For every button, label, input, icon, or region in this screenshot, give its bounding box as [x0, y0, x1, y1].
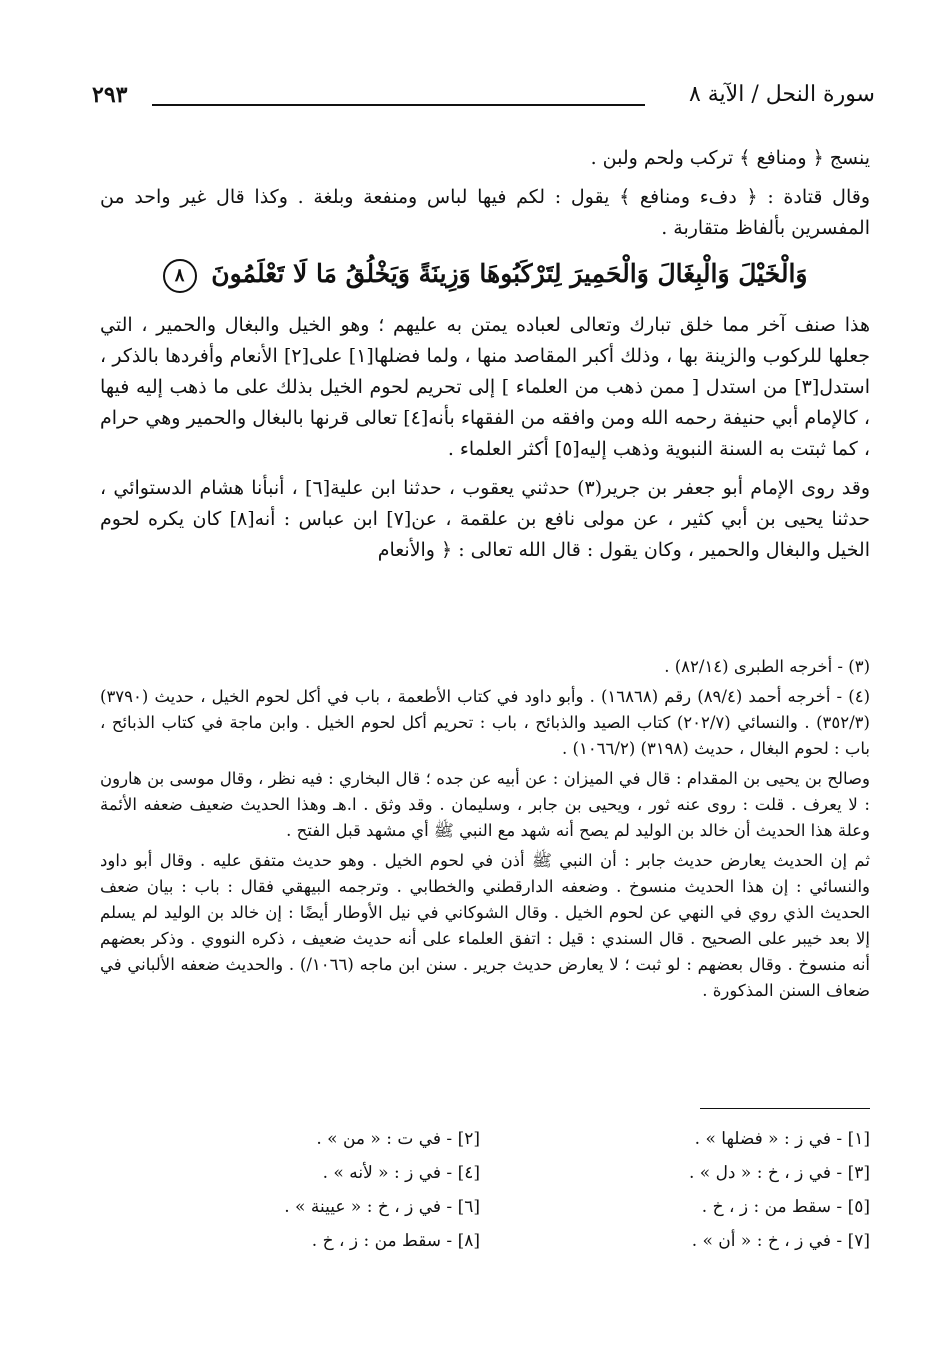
- variant-note: [٥] - سقط من : ز ، خ .: [701, 1197, 870, 1217]
- header-rule: [152, 104, 645, 106]
- variant-note: [٧] - في ز ، خ : « أن » .: [691, 1231, 870, 1251]
- footnote: (٣) - أخرجه الطبرى (٨٢/١٤) .: [664, 657, 870, 676]
- paragraph: وقد روى الإمام أبو جعفر بن جرير(٣) حدثني يعقوب ، حدثنا ابن علية[٦] ، أنبأنا هشام الدستوائي ، حدثنا يحيى بن أبي كثير ، عن مولى نافع بن علقمة ، عن[٧] ابن عباس : أنه[٨] كان يكره لحوم الخيل والبغال والحمير ، وكان يقول : قال الله تعالى : ﴿ والأنعام: [100, 477, 870, 561]
- variant-note: [١] - في ز : « فضلها » .: [694, 1129, 870, 1149]
- paragraph: ينسج ﴿ ومنافع ﴾ تركب ولحم ولبن .: [590, 147, 870, 169]
- running-title: سورة النحل / الآية ٨: [688, 82, 875, 107]
- page-number: ٢٩٣: [92, 82, 128, 108]
- footnote: وصالح بن يحيى بن المقدام : قال في الميزان : عن أبيه عن جده ؛ قال البخاري : فيه نظر ، وقال موسى بن هارون : لا يعرف . قلت : روى عنه ثور ، ويحيى بن جابر ، وسليمان . وقد وثق . ا.هـ وهذا الحديث ضعيف ضعفه الأئمة وعلة هذا الحديث أن خالد بن الوليد لم يصح أنه شهد مع النبي ﷺ أي مشهد قبل الفتح .: [100, 769, 870, 840]
- variant-note: [٨] - سقط من : ز ، خ .: [311, 1231, 480, 1251]
- variant-note: [٦] - في ز ، خ : « عيينة » .: [284, 1197, 480, 1217]
- page-header: [92, 82, 875, 122]
- manuscript-variants: [150, 1125, 870, 1255]
- main-text: [100, 143, 870, 574]
- variant-note: [٣] - في ز ، خ : « دل » .: [688, 1163, 870, 1183]
- paragraph: هذا صنف آخر مما خلق تبارك وتعالى لعباده يمتن به عليهم ؛ وهو الخيل والبغال والحمير ، التي جعلها للركوب والزينة بها ، وذلك أكبر المقاصد منها ، ولما فضلها[١] على[٢] الأنعام وأفردها بالذكر ، استدل[٣] من استدل [ ممن ذهب من العلماء ] إلى تحريم لحوم الخيل بذلك على ما ذهب إليه فيها ، كالإمام أبي حنيفة رحمه الله ومن وافقه من الفقهاء بأنه[٤] تعالى قرنها بالبغال والحمير وهي حرام ، كما ثبتت به السنة النبوية وذهب إليه[٥] أكثر العلماء .: [100, 314, 870, 460]
- verse-text: وَالْخَيْلَ وَالْبِغَالَ وَالْحَمِيرَ لِتَرْكَبُوهَا وَزِينَةً وَيَخْلُقُ مَا لَا تَعْلَمُونَ: [211, 259, 808, 288]
- quran-verse: [100, 252, 870, 296]
- verse-number-badge: ٨: [163, 259, 197, 293]
- footnote: (٤) - أخرجه أحمد (٨٩/٤) رقم (١٦٨٦٨) . وأبو داود في كتاب الأطعمة ، باب في أكل لحوم الخيل ، حديث (٣٧٩٠) (٣٥٢/٣) . والنسائي (٢٠٢/٧) كتاب الصيد والذبائح ، باب : تحريم أكل لحوم الخيل . وابن ماجة في كتاب الذبائح ، باب : لحوم البغال ، حديث (٣١٩٨) (١٠٦٦/٢) .: [100, 687, 871, 758]
- paragraph: وقال قتادة : ﴿ دفء ومنافع ﴾ يقول : لكم فيها لباس ومنفعة وبلغة . وكذا قال غير واحد من المفسرين بألفاظ متقاربة .: [100, 186, 870, 239]
- variant-note: [٤] - في ز : « لأنه » .: [322, 1163, 480, 1183]
- variant-note: [٢] - في ت : « من » .: [316, 1129, 480, 1149]
- footnote-divider: [700, 1108, 870, 1109]
- footnote: ثم إن الحديث يعارض حديث جابر : أن النبي ﷺ أذن في لحوم الخيل . وهو حديث متفق عليه . وقال أبو داود والنسائي : إن هذا الحديث منسوخ . وضعفه الدارقطني والخطابي . وترجمه البيهقي فقال : باب : بيان ضعف الحديث الذي روي في النهي عن لحوم الخيل . وقال الشوكاني في نيل الأوطار أيضًا : إن خالد بن الوليد لم يسلم إلا بعد خيبر على الصحيح . قال السندي : قيل : اتفق العلماء على أنه حديث ضعيف ، ذكره النووي . وذكر بعضهم أنه منسوخ . وقال بعضهم : لو ثبت ؛ لا يعارض حديث جرير . سنن ابن ماجه (١٠٦٦/) . والحديث ضعفه الألباني في ضعاف السنن المذكورة .: [100, 851, 870, 1000]
- footnotes: [100, 654, 870, 1008]
